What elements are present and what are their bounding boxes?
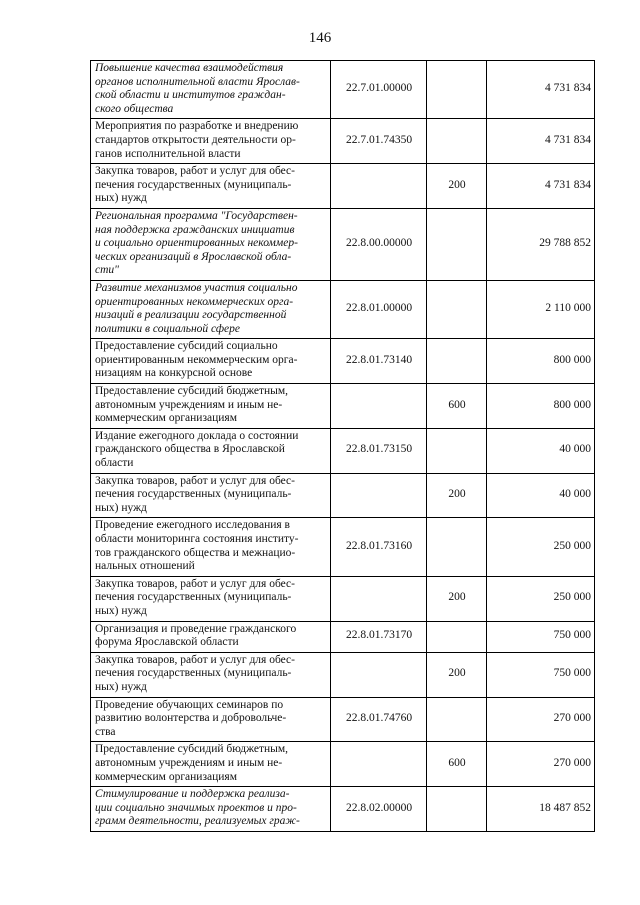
expense-type-code xyxy=(427,61,487,119)
expense-type-code xyxy=(427,119,487,164)
expense-item-name: Предоставление субсидий бюджетным, автономным учреждениям и иным не- коммерческим организациям xyxy=(95,743,289,783)
target-article-code: 22.7.01.74350 xyxy=(331,119,427,164)
amount-cell: 2 110 000 xyxy=(487,280,595,338)
expense-item-name: Закупка товаров, работ и услуг для обес- печения государственных (муниципаль- ных) нужд xyxy=(95,165,295,205)
amount-cell: 18 487 852 xyxy=(487,787,595,832)
row-name-cell xyxy=(91,621,331,652)
target-article-code: 22.7.01.00000 xyxy=(331,61,427,119)
amount-cell: 40 000 xyxy=(487,473,595,518)
expense-item-name: Предоставление субсидий социально ориентированным некоммерческим орга- низациям на конкурсной основе xyxy=(95,340,298,380)
row-name-cell xyxy=(91,473,331,518)
target-article-code xyxy=(331,576,427,621)
expense-type-code xyxy=(427,621,487,652)
row-name-cell xyxy=(91,384,331,429)
row-name-cell xyxy=(91,164,331,209)
expense-type-code: 600 xyxy=(427,742,487,787)
target-article-code: 22.8.01.73140 xyxy=(331,339,427,384)
table-row xyxy=(91,621,595,652)
expense-type-code xyxy=(427,280,487,338)
target-article-code: 22.8.01.73150 xyxy=(331,428,427,473)
expense-item-name: Закупка товаров, работ и услуг для обес- печения государственных (муниципаль- ных) нужд xyxy=(95,653,295,693)
expense-type-code xyxy=(427,518,487,576)
amount-cell: 800 000 xyxy=(487,339,595,384)
amount-cell: 40 000 xyxy=(487,428,595,473)
row-name-cell xyxy=(91,697,331,742)
amount-cell: 750 000 xyxy=(487,652,595,697)
target-article-code: 22.8.01.73170 xyxy=(331,621,427,652)
row-name-cell xyxy=(91,61,331,119)
expense-type-code xyxy=(427,428,487,473)
table-row xyxy=(91,652,595,697)
table-row xyxy=(91,518,595,576)
row-name-cell xyxy=(91,428,331,473)
expense-item-name: Стимулирование и поддержка реализа- ции социально значимых проектов и про- грамм деятельности, реализуемых граж- xyxy=(95,788,300,828)
target-article-code xyxy=(331,164,427,209)
expense-type-code: 200 xyxy=(427,652,487,697)
budget-table xyxy=(90,60,595,832)
expense-item-name: Закупка товаров, работ и услуг для обес- печения государственных (муниципаль- ных) нужд xyxy=(95,474,295,514)
budget-table-body xyxy=(91,61,595,832)
amount-cell: 750 000 xyxy=(487,621,595,652)
target-article-code xyxy=(331,384,427,429)
expense-item-name: Закупка товаров, работ и услуг для обес- печения государственных (муниципаль- ных) нужд xyxy=(95,577,295,617)
row-name-cell xyxy=(91,742,331,787)
expense-item-name: Повышение качества взаимодействия органов исполнительной власти Ярослав- ской области и институтов граждан- ского общества xyxy=(95,62,300,115)
amount-cell: 4 731 834 xyxy=(487,61,595,119)
expense-type-code: 200 xyxy=(427,164,487,209)
table-row xyxy=(91,119,595,164)
table-row xyxy=(91,428,595,473)
target-article-code: 22.8.00.00000 xyxy=(331,208,427,280)
target-article-code: 22.8.01.74760 xyxy=(331,697,427,742)
expense-item-name: Предоставление субсидий бюджетным, автономным учреждениям и иным не- коммерческим организациям xyxy=(95,385,289,425)
amount-cell: 270 000 xyxy=(487,697,595,742)
table-row xyxy=(91,339,595,384)
expense-type-code xyxy=(427,208,487,280)
expense-type-code xyxy=(427,339,487,384)
table-row xyxy=(91,742,595,787)
expense-item-name: Региональная программа "Государствен- ная поддержка гражданских инициатив и социально ориентированных некоммер- ческих организаций в Ярославской обла- сти" xyxy=(95,209,298,277)
expense-item-name: Развитие механизмов участия социально ориентированных некоммерческих орга- низаций в реализации государственной политики в социальной сфере xyxy=(95,281,298,335)
table-row xyxy=(91,384,595,429)
row-name-cell xyxy=(91,339,331,384)
row-name-cell xyxy=(91,208,331,280)
amount-cell: 29 788 852 xyxy=(487,208,595,280)
target-article-code xyxy=(331,742,427,787)
table-row xyxy=(91,164,595,209)
row-name-cell xyxy=(91,652,331,697)
table-row xyxy=(91,208,595,280)
target-article-code: 22.8.02.00000 xyxy=(331,787,427,832)
amount-cell: 270 000 xyxy=(487,742,595,787)
expense-type-code: 200 xyxy=(427,473,487,518)
expense-item-name: Проведение обучающих семинаров по развитию волонтерства и добровольче- ства xyxy=(95,698,287,738)
target-article-code xyxy=(331,652,427,697)
table-row xyxy=(91,697,595,742)
page-number: 146 xyxy=(308,30,332,46)
amount-cell: 800 000 xyxy=(487,384,595,429)
expense-item-name: Проведение ежегодного исследования в области мониторинга состояния институ- тов гражданского общества и межнацио- нальных отношений xyxy=(95,519,299,573)
expense-type-code: 600 xyxy=(427,384,487,429)
target-article-code xyxy=(331,473,427,518)
table-row xyxy=(91,787,595,832)
expense-item-name: Мероприятия по разработке и внедрению стандартов открытости деятельности ор- ганов исполнительной власти xyxy=(95,120,299,160)
row-name-cell xyxy=(91,518,331,576)
amount-cell: 4 731 834 xyxy=(487,119,595,164)
table-row xyxy=(91,576,595,621)
expense-item-name: Издание ежегодного доклада о состоянии гражданского общества в Ярославской области xyxy=(95,429,299,470)
target-article-code: 22.8.01.00000 xyxy=(331,280,427,338)
row-name-cell xyxy=(91,576,331,621)
row-name-cell xyxy=(91,280,331,338)
table-row xyxy=(91,473,595,518)
table-row xyxy=(91,280,595,338)
row-name-cell xyxy=(91,119,331,164)
amount-cell: 250 000 xyxy=(487,576,595,621)
target-article-code: 22.8.01.73160 xyxy=(331,518,427,576)
amount-cell: 4 731 834 xyxy=(487,164,595,209)
expense-item-name: Организация и проведение гражданского форума Ярославской области xyxy=(95,622,297,649)
amount-cell: 250 000 xyxy=(487,518,595,576)
table-row xyxy=(91,61,595,119)
row-name-cell xyxy=(91,787,331,832)
expense-type-code xyxy=(427,787,487,832)
expense-type-code xyxy=(427,697,487,742)
expense-type-code: 200 xyxy=(427,576,487,621)
